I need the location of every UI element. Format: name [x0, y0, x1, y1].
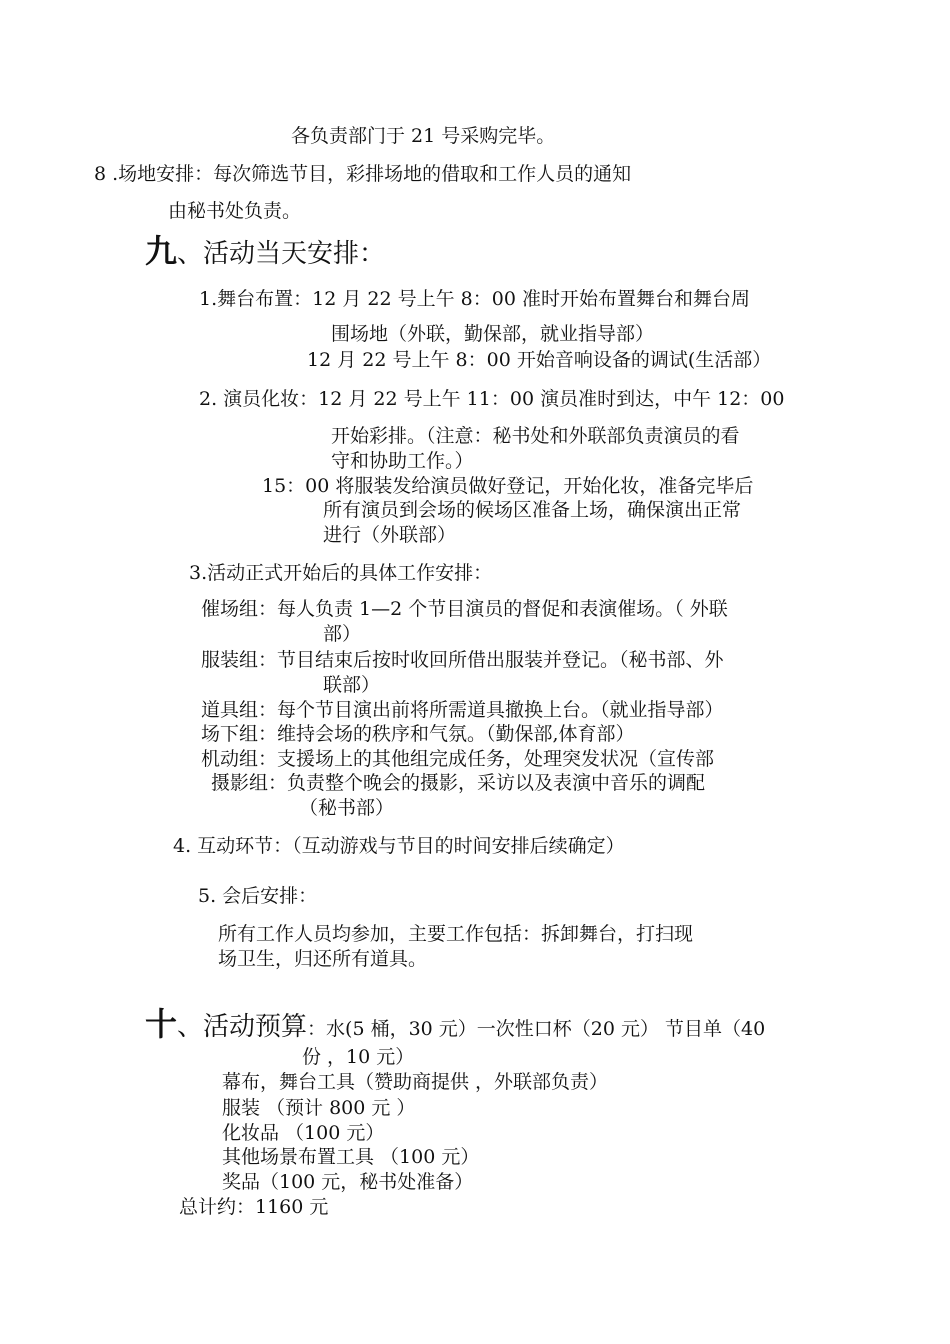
budget-line-1: ：水(5 桶，30 元）一次性口杯（20 元） 节目单（40 [307, 1018, 766, 1040]
photo-group-line-1: 摄影组：负责整个晚会的摄影，采访以及表演中音乐的调配 [211, 772, 706, 794]
venue-line-1: 8 .场地安排：每次筛选节目，彩排场地的借取和工作人员的通知 [94, 163, 632, 185]
budget-line-4: 服装 （预计 800 元 ） [222, 1097, 416, 1119]
budget-line-7: 奖品（100 元，秘书处准备） [222, 1171, 474, 1193]
cue-group-line-2: 部） [323, 623, 362, 645]
mobile-group-line: 机动组：支援场上的其他组完成任务，处理突发状况（宣传部 [201, 748, 715, 770]
stage-line-3: 12 月 22 号上午 8：00 开始音响设备的调试(生活部） [307, 349, 772, 371]
interaction-line: 4. 互动环节：（互动游戏与节目的时间安排后续确定） [173, 835, 625, 857]
makeup-line-6: 进行（外联部） [323, 524, 457, 546]
purchase-line: 各负责部门于 21 号采购完毕。 [291, 125, 556, 147]
makeup-line-3: 守和协助工作。） [331, 450, 474, 472]
budget-line-6: 其他场景布置工具 （100 元） [222, 1146, 480, 1168]
section-10-number: 十 [145, 1005, 178, 1043]
budget-line-5: 化妆品 （100 元） [222, 1122, 385, 1144]
makeup-line-1: 2. 演员化妆：12 月 22 号上午 11：00 演员准时到达，中午 12：00 [199, 388, 785, 410]
after-line-2: 场卫生，归还所有道具。 [218, 948, 428, 970]
section-10-heading [145, 1006, 765, 1047]
section-9-title: 、活动当天安排： [177, 239, 386, 269]
budget-line-3: 幕布，舞台工具（赞助商提供 ，外联部负责） [222, 1071, 609, 1093]
cue-group-line-1: 催场组：每人负责 1—2 个节目演员的督促和表演催场。（ 外联 [201, 598, 728, 620]
after-line-1: 所有工作人员均参加，主要工作包括：拆卸舞台，打扫现 [218, 923, 694, 945]
budget-total: 总计约：1160 元 [179, 1196, 329, 1218]
floor-group-line: 场下组：维持会场的秩序和气氛。（勤保部,体育部） [201, 723, 635, 745]
props-group-line: 道具组：每个节目演出前将所需道具撤换上台。（就业指导部） [201, 699, 724, 721]
venue-line-2: 由秘书处负责。 [168, 200, 302, 222]
stage-line-2: 围场地（外联，勤保部，就业指导部） [331, 323, 655, 345]
costume-group-line-1: 服装组：节目结束后按时收回所借出服装并登记。（秘书部、外 [201, 649, 724, 671]
section-9-heading [145, 233, 385, 274]
after-heading: 5. 会后安排： [198, 885, 318, 907]
photo-group-line-2: （秘书部） [299, 797, 395, 819]
budget-line-2: 份 ，10 元） [302, 1046, 415, 1068]
costume-group-line-2: 联部） [323, 674, 381, 696]
section-10-title: 、活动预算 [177, 1012, 308, 1042]
stage-line-1: 1.舞台布置：12 月 22 号上午 8：00 准时开始布置舞台和舞台周 [199, 288, 750, 310]
makeup-line-2: 开始彩排。（注意：秘书处和外联部负责演员的看 [331, 425, 740, 447]
section-9-number: 九 [145, 232, 178, 270]
makeup-line-4: 15：00 将服装发给演员做好登记，开始化妆，准备完毕后 [262, 475, 754, 497]
work-heading: 3.活动正式开始后的具体工作安排： [189, 562, 493, 584]
makeup-line-5: 所有演员到会场的候场区准备上场，确保演出正常 [323, 499, 742, 521]
